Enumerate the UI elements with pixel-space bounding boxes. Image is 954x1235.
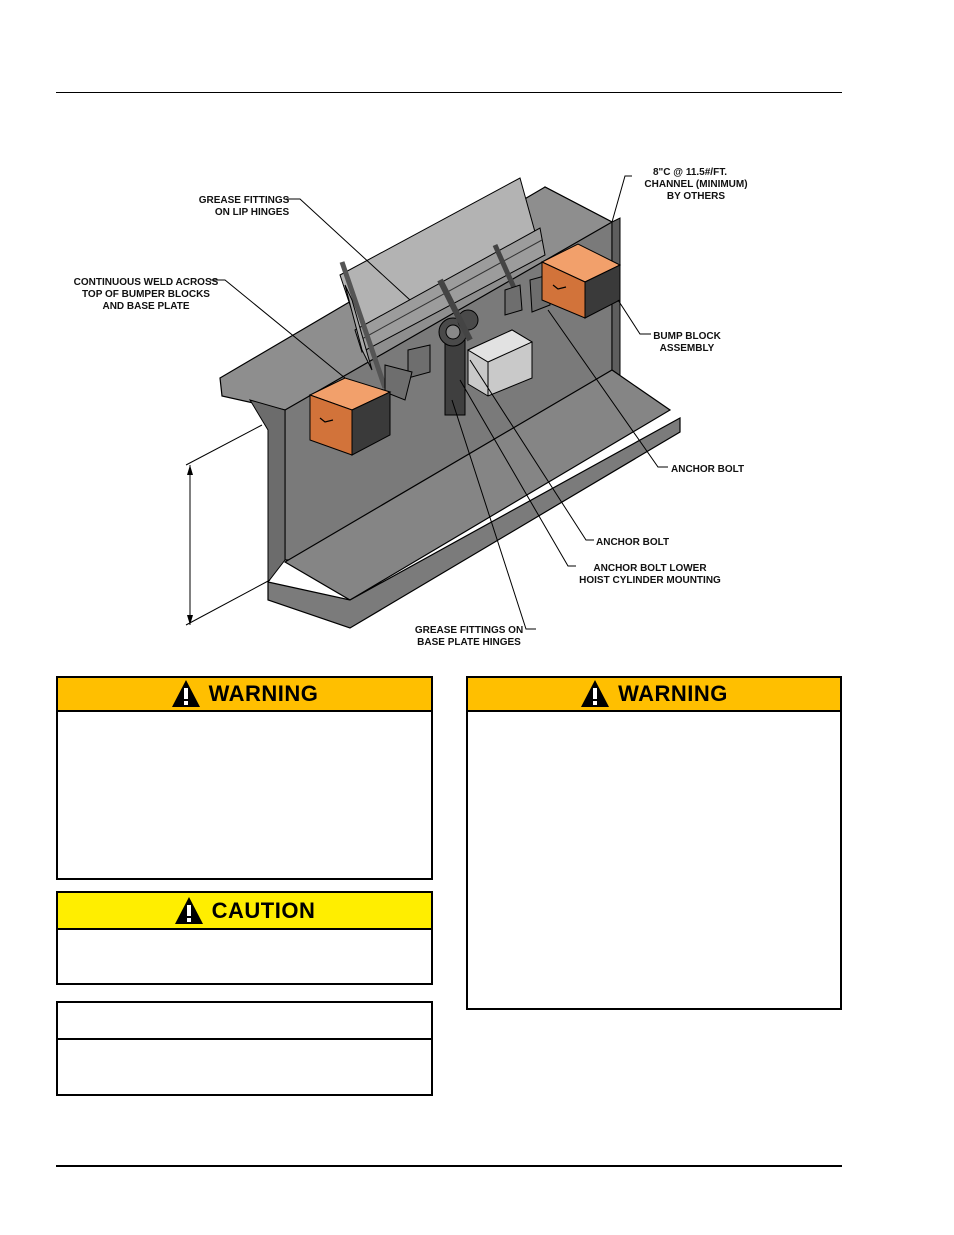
caution-box: [56, 891, 433, 985]
caution-header: [58, 893, 431, 930]
callout-weld-2: TOP OF BUMPER BLOCKS: [82, 289, 210, 300]
warning-triangle-icon: [580, 679, 610, 709]
footer-rule: [56, 1165, 842, 1167]
callout-anchor-bolt-middle: ANCHOR BOLT: [596, 537, 670, 548]
callout-bump-2: ASSEMBLY: [659, 343, 715, 354]
warning-header-left: [58, 678, 431, 712]
caution-triangle-icon: [174, 896, 204, 926]
callout-anchor-lower-2: HOIST CYLINDER MOUNTING: [579, 575, 721, 586]
callout-grease-base-1: GREASE FITTINGS ON: [414, 625, 524, 636]
callout-channel-3: BY OTHERS: [666, 191, 726, 202]
warning-box-left: [56, 676, 433, 880]
warning-header-right: [468, 678, 840, 712]
warning-label-left: WARNING: [208, 681, 319, 706]
callout-channel-2: CHANNEL (MINIMUM): [644, 179, 748, 190]
callout-channel-1: 8"C @ 11.5#/FT.: [653, 167, 727, 178]
warning-label-right: WARNING: [618, 681, 728, 706]
note-header: [58, 1003, 431, 1040]
callout-anchor-bolt-upper: ANCHOR BOLT: [671, 464, 745, 475]
left-wall-face: [250, 400, 285, 582]
caution-label: CAUTION: [211, 897, 316, 923]
callout-bump-1: BUMP BLOCK: [653, 331, 721, 342]
callout-weld-1: CONTINUOUS WELD ACROSS: [73, 277, 219, 288]
warning-triangle-icon: [171, 679, 201, 709]
callout-grease-base-2: BASE PLATE HINGES: [417, 637, 521, 648]
callout-weld-3: AND BASE PLATE: [102, 301, 190, 312]
note-box: [56, 1001, 433, 1096]
callout-grease-lip-2: ON LIP HINGES: [214, 207, 290, 218]
hoist-cylinder: [445, 335, 465, 415]
callout-anchor-lower-1: ANCHOR BOLT LOWER: [593, 563, 707, 574]
warning-box-right: [466, 676, 842, 1010]
callout-grease-lip-1: GREASE FITTINGS: [198, 195, 290, 206]
